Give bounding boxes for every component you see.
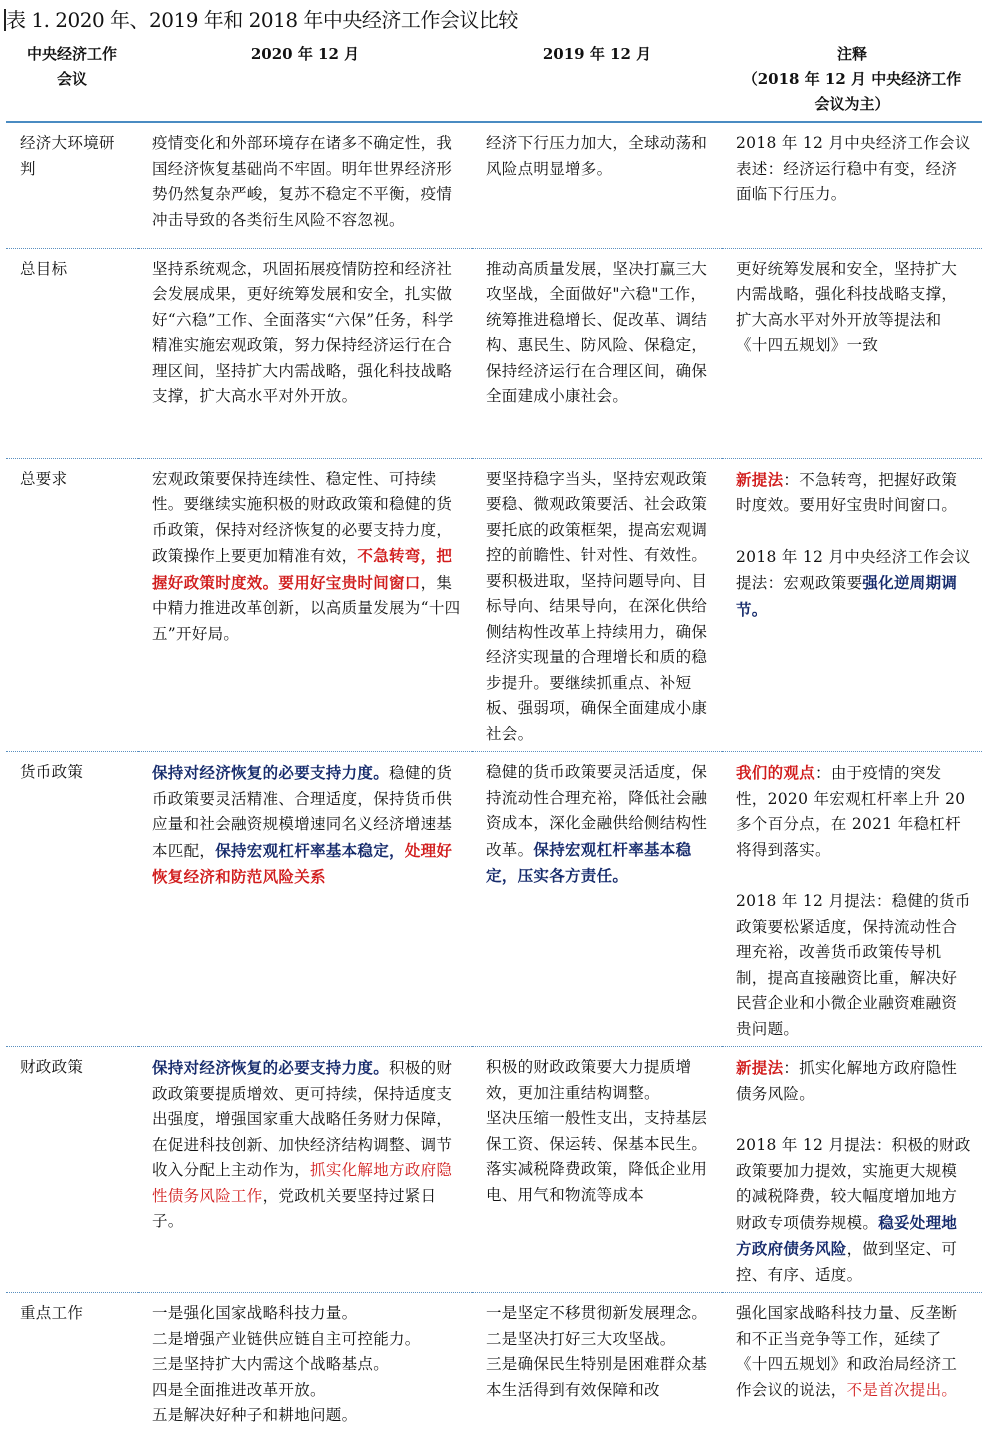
row-category: 货币政策 xyxy=(20,763,84,781)
highlight-text: 抓实化解地方政府隐性债务风险工作 xyxy=(152,1161,453,1205)
row-category: 财政政策 xyxy=(20,1058,84,1076)
new-wording-label: 新提法 xyxy=(736,469,784,489)
cell-2019: 要坚持稳字当头，坚持宏观政策要稳、微观政策要活、社会政策要托底的政策框架，提高宏观调控的前瞻性、针对性、有效性。要积极进取，坚持问题导向、目标导向、结果导向，在深化供给侧结构性改革上持续用力，确保经济实现量的合理增长和质的稳步提升。要继续抓重点、补短板、强弱项，确保全面建成小康社会。 xyxy=(486,469,708,743)
row-category: 总要求 xyxy=(20,469,68,488)
emphasis-text: 保持宏观杠杆率基本稳定， xyxy=(215,840,405,860)
header-meeting: 中央经济工作 会议 xyxy=(6,36,138,122)
table-row xyxy=(6,122,982,248)
comparison-table xyxy=(6,36,982,1433)
emphasis-text: 保持对经济恢复的必要支持力度。 xyxy=(152,1058,390,1077)
table-row xyxy=(6,1047,982,1293)
emphasis-text: 保持对经济恢复的必要支持力度。 xyxy=(152,763,390,782)
cell-2020: 宏观政策要保持连续性、稳定性、可持续性。要继续实施积极的财政政策和稳健的货币政策，保持对经济恢复的必要支持力度，政策操作上要更加精准有效，不急转弯，把握好政策时度效。要用好宝贵时间窗口，集中精力推进改革创新，以高质量发展为“十四五”开好局。 xyxy=(152,469,461,643)
row-category: 总目标 xyxy=(20,259,68,278)
cell-2020: 疫情变化和外部环境存在诸多不确定性，我国经济恢复基础尚不牢固。明年世界经济形势仍然复杂严峻，复苏不稳定不平衡，疫情冲击导致的各类衍生风险不容忽视。 xyxy=(152,134,453,229)
table-row xyxy=(6,248,982,458)
cell-2019: 推动高质量发展，坚决打赢三大攻坚战，全面做好"六稳"工作，统筹推进稳增长、促改革、调结构、惠民生、防风险、保稳定，保持经济运行在合理区间，确保全面建成小康社会。 xyxy=(486,259,708,405)
new-wording-label: 新提法 xyxy=(736,1058,784,1077)
table-row xyxy=(6,458,982,752)
table-row xyxy=(6,752,982,1047)
cell-2020: 保持对经济恢复的必要支持力度。积极的财政政策要提质增效、更可持续，保持适度支出强度，增强国家重大战略任务财力保障，在促进科技创新、加快经济结构调整、调节收入分配上主动作为，抓实化解地方政府隐性债务风险工作，党政机关要坚持过紧日子。 xyxy=(152,1058,453,1230)
row-category: 经济大环境研判 xyxy=(20,134,115,178)
cell-2019: 经济下行压力加大，全球动荡和风险点明显增多。 xyxy=(486,134,708,178)
header-2019: 2019 年 12 月 xyxy=(472,36,722,122)
cell-2020: 坚持系统观念，巩固拓展疫情防控和经济社会发展成果，更好统筹发展和安全，扎实做好“六稳”工作、全面落实“六保”任务，科学精准实施宏观政策，努力保持经济运行在合理区间，坚持扩大内需战略，强化科技战略支撑，扩大高水平对外开放。 xyxy=(152,259,454,405)
emphasis-text: 稳妥处理地方政府债务风险 xyxy=(736,1212,958,1258)
row-category: 重点工作 xyxy=(20,1304,84,1322)
cell-notes: 新提法：不急转弯，把握好政策时度效。要用好宝贵时间窗口。 2018 年 12 月中央经济工作会议提法：宏观政策要强化逆周期调节。 xyxy=(736,469,971,619)
header-2020: 2020 年 12 月 xyxy=(138,36,472,122)
emphasis-text: 强化逆周期调节。 xyxy=(736,573,958,619)
header-notes: 注释 （2018 年 12 月 中央经济工作 会议为主） xyxy=(722,36,982,122)
cell-2019: 积极的财政政策要大力提质增效，更加注重结构调整。 坚决压缩一般性支出，支持基层保工资、保运转、保基本民生。 落实减税降费政策，降低企业用电、用气和物流等成本 xyxy=(486,1058,708,1204)
our-view-label: 我们的观点 xyxy=(736,763,816,782)
highlight-text: 不是首次提出。 xyxy=(846,1380,958,1399)
cell-notes: 我们的观点：由于疫情的突发性，2020 年宏观杠杆率上升 20 多个百分点，在 2021 年稳杠杆将得到落实。 2018 年 12 月提法：稳健的货币政策要松紧适度，保持流动性合理充裕，改善货币政策传导机制，提高直接融资比重，解决好民营企业和小微企业融资难融资贵问题。 xyxy=(736,763,971,1038)
cell-2019: 稳健的货币政策要灵活适度，保持流动性合理充裕，降低社会融资成本，深化金融供给侧结构性改革。保持宏观杠杆率基本稳定，压实各方责任。 xyxy=(486,763,708,885)
cell-notes: 强化国家战略科技力量、反垄断和不正当竞争等工作，延续了《十四五规划》和政治局经济工作会议的说法，不是首次提出。 xyxy=(736,1304,958,1399)
header-row xyxy=(6,36,982,122)
cell-notes: 新提法：抓实化解地方政府隐性债务风险。 2018 年 12 月提法：积极的财政政策要加力提效，实施更大规模的减税降费，较大幅度增加地方财政专项债券规模。稳妥处理地方政府债务风险，做到坚定、可控、有序、适度。 xyxy=(736,1058,971,1284)
cell-notes: 2018 年 12 月中央经济工作会议表述：经济运行稳中有变，经济面临下行压力。 xyxy=(736,134,971,203)
cell-2020: 保持对经济恢复的必要支持力度。稳健的货币政策要灵活精准、合理适度，保持货币供应量和社会融资规模增速同名义经济增速基本匹配，保持宏观杠杆率基本稳定，处理好恢复经济和防范风险关系 xyxy=(152,763,453,886)
cell-2019: 一是坚定不移贯彻新发展理念。 二是坚决打好三大攻坚战。 三是确保民生特别是困难群众基本生活得到有效保障和改 xyxy=(486,1304,708,1399)
table-caption: 表 1. 2020 年、2019 年和 2018 年中央经济工作会议比较 xyxy=(6,8,518,32)
emphasis-text: 保持宏观杠杆率基本稳定，压实各方责任。 xyxy=(486,839,692,885)
highlight-text: 处理好恢复经济和防范风险关系 xyxy=(152,840,453,886)
table-row xyxy=(6,1293,982,1433)
cell-notes: 更好统筹发展和安全，坚持扩大内需战略，强化科技战略支撑，扩大高水平对外开放等提法和《十四五规划》一致 xyxy=(736,259,958,354)
cell-2020: 一是强化国家战略科技力量。 二是增强产业链供应链自主可控能力。 三是坚持扩大内需这个战略基点。 四是全面推进改革开放。 五是解决好种子和耕地问题。 xyxy=(152,1304,421,1424)
highlight-text: 不急转弯，把握好政策时度效。要用好宝贵时间窗口 xyxy=(152,546,453,592)
